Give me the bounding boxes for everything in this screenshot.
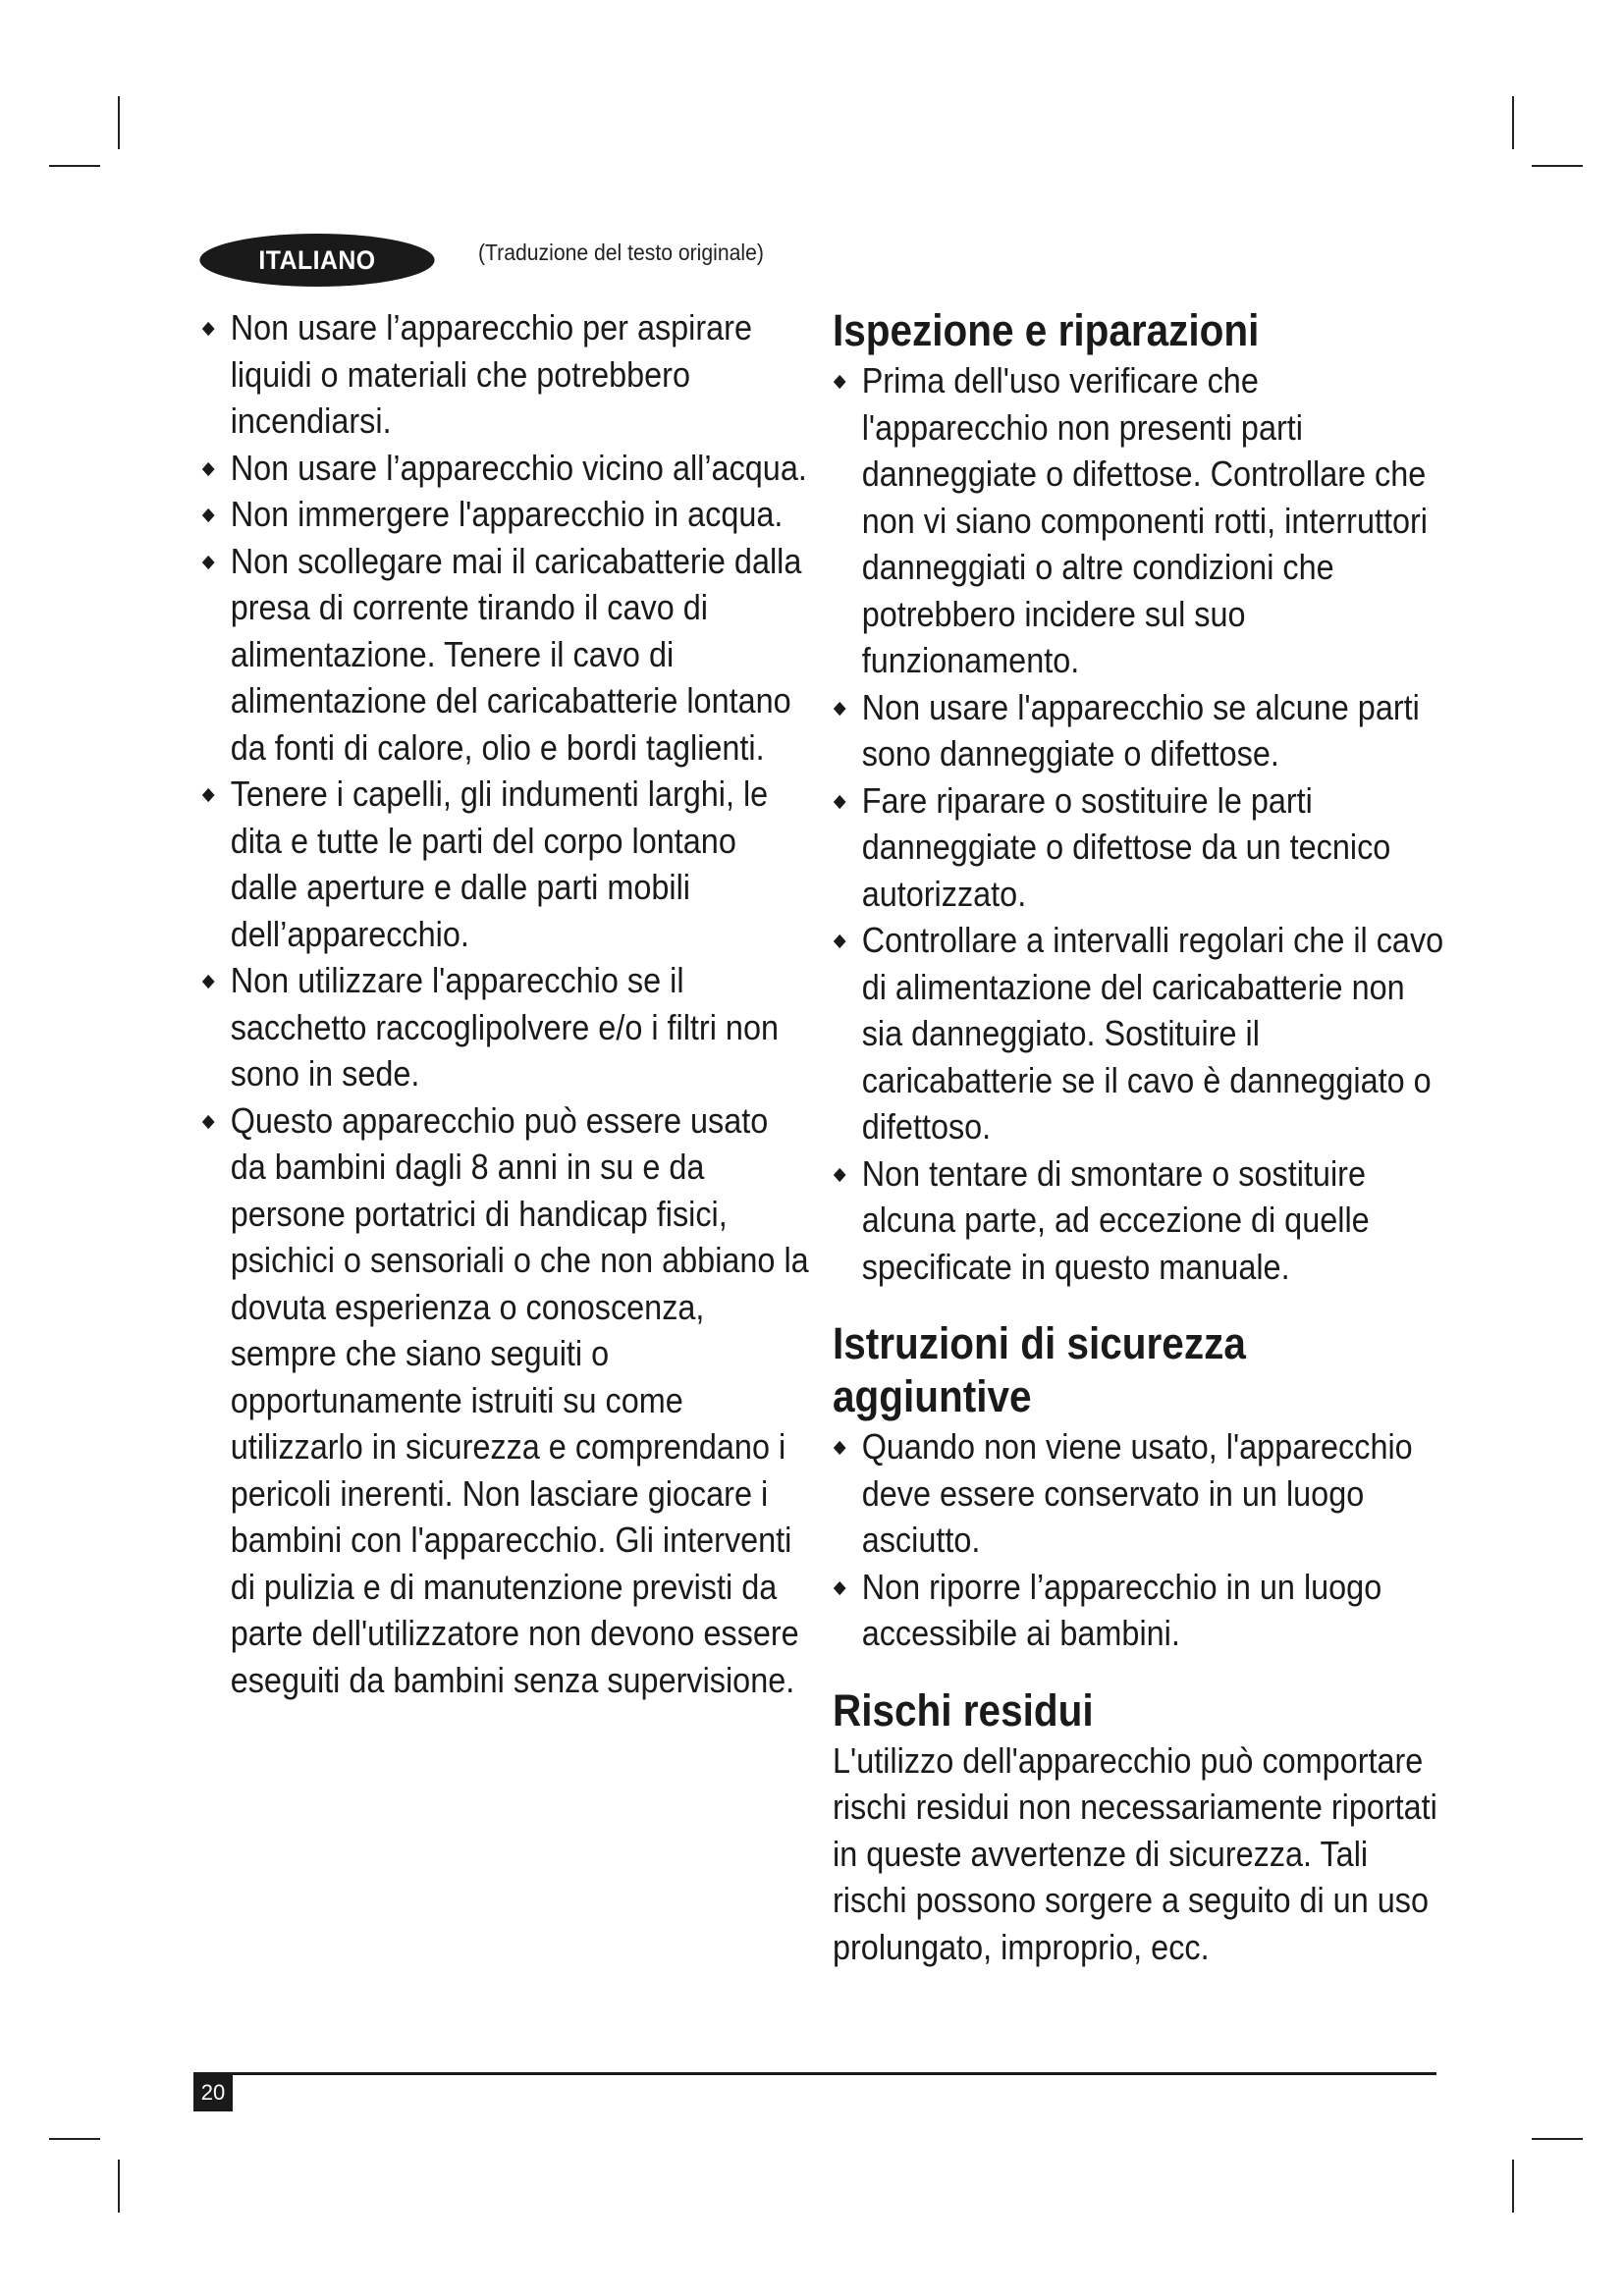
crop-mark xyxy=(49,2138,100,2140)
list-item: Non utilizzare l'apparecchio se il sacchetto raccoglipolvere e/o i filtri non sono in sede. xyxy=(201,957,809,1097)
footer-rule xyxy=(193,2072,1436,2075)
diamond-bullet-icon xyxy=(834,794,846,808)
list-item: Tenere i capelli, gli indumenti larghi, le dita e tutte le parti del corpo lontano dalle aperture e dalle parti mobili dell’apparecchio. xyxy=(201,771,809,957)
inspection-list xyxy=(833,357,1450,1290)
diamond-bullet-icon xyxy=(202,1114,215,1128)
list-item: Questo apparecchio può essere usato da bambini dagli 8 anni in su e da persone portatrici di handicap fisici, psichici o sensoriali o che non abbiano la dovuta esperienza o conoscenza, sempre che siano seguiti o opportunamente istruiti su come utilizzarlo in sicurezza e comprendano i pericoli inerenti. Non lasciare giocare i bambini con l'apparecchio. Gli interventi di pulizia e di manutenzione previsti da parte dell'utilizzatore non devono essere eseguiti da bambini senza supervisione. xyxy=(201,1097,809,1704)
crop-mark xyxy=(1512,2160,1514,2213)
language-badge xyxy=(199,234,434,287)
safety-list xyxy=(201,304,809,1703)
diamond-bullet-icon xyxy=(834,934,846,948)
language-label: ITALIANO xyxy=(258,244,376,275)
crop-mark xyxy=(1532,2138,1583,2140)
list-item: Non usare l'apparecchio se alcune parti sono danneggiate o difettose. xyxy=(833,684,1450,777)
crop-mark xyxy=(1512,96,1514,149)
diamond-bullet-icon xyxy=(834,1167,846,1181)
diamond-bullet-icon xyxy=(834,701,846,715)
crop-mark xyxy=(1532,165,1583,167)
section-title-additional-safety: Istruzioni di sicurezza aggiuntive xyxy=(833,1318,1246,1421)
list-item: Non tentare di smontare o sostituire alcuna parte, ad eccezione di quelle specificate in questo manuale. xyxy=(833,1150,1450,1291)
list-item: Controllare a intervalli regolari che il cavo di alimentazione del caricabatterie non sia danneggiato. Sostituire il caricabatterie se il cavo è danneggiato o difettoso. xyxy=(833,917,1450,1150)
list-item: Non usare l’apparecchio per aspirare liquidi o materiali che potrebbero incendiarsi. xyxy=(201,304,809,445)
left-column xyxy=(201,304,810,1703)
crop-mark xyxy=(118,96,120,149)
list-item: Non scollegare mai il caricabatterie dalla presa di corrente tirando il cavo di alimentazione. Tenere il cavo di alimentazione del caricabatterie lontano da fonti di calore, olio e bordi taglienti. xyxy=(201,538,809,772)
diamond-bullet-icon xyxy=(202,508,215,522)
crop-mark xyxy=(118,2160,120,2213)
list-item: Non riporre l’apparecchio in un luogo accessibile ai bambini. xyxy=(833,1564,1450,1657)
section-title-residual-risks: Rischi residui xyxy=(833,1684,1094,1735)
diamond-bullet-icon xyxy=(202,788,215,802)
crop-mark xyxy=(49,165,100,167)
diamond-bullet-icon xyxy=(202,975,215,988)
diamond-bullet-icon xyxy=(834,375,846,389)
right-column xyxy=(833,304,1451,1970)
list-item: Prima dell'uso verificare che l'apparecchio non presenti parti danneggiate o difettose. Controllare che non vi siano componenti rotti, interruttori danneggiati o altre condizioni che potrebbero incidere sul suo funzionamento. xyxy=(833,357,1450,684)
diamond-bullet-icon xyxy=(834,1441,846,1455)
list-item: Non usare l’apparecchio vicino all’acqua. xyxy=(201,445,809,492)
page-number: 20 xyxy=(193,2074,233,2111)
list-item: Non immergere l'apparecchio in acqua. xyxy=(201,491,809,538)
translation-note: (Traduzione del testo originale) xyxy=(478,240,764,265)
diamond-bullet-icon xyxy=(202,555,215,568)
additional-safety-list xyxy=(833,1423,1450,1657)
residual-risks-text: L'utilizzo dell'apparecchio può comportare rischi residui non necessariamente riportati in queste avvertenze di sicurezza. Tali rischi possono sorgere a seguito di un uso prolungato, improprio, ecc. xyxy=(833,1739,1437,1967)
list-item: Quando non viene usato, l'apparecchio deve essere conservato in un luogo asciutto. xyxy=(833,1423,1450,1564)
section-title-inspection: Ispezione e riparazioni xyxy=(833,305,1260,355)
list-item: Fare riparare o sostituire le parti danneggiate o difettose da un tecnico autorizzato. xyxy=(833,777,1450,918)
diamond-bullet-icon xyxy=(834,1580,846,1594)
diamond-bullet-icon xyxy=(202,322,215,336)
diamond-bullet-icon xyxy=(202,461,215,475)
